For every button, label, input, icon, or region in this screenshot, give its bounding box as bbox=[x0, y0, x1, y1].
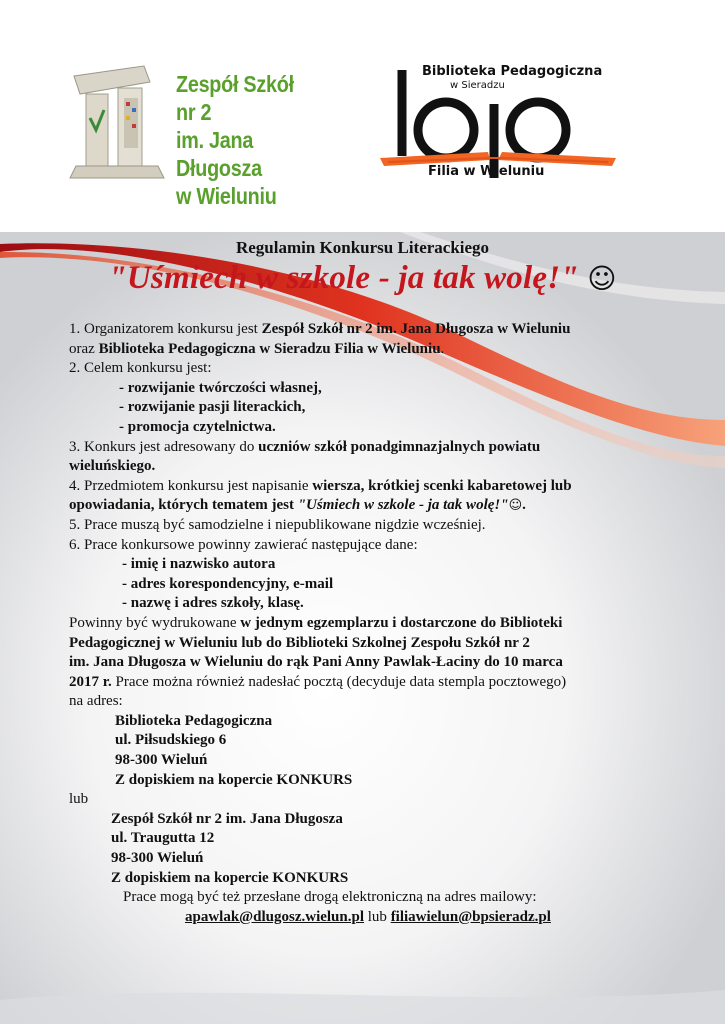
rule-4-cont: opowiadania, których tematem jest "Uśmiech w szkole - ja tak wolę!"☺. bbox=[69, 497, 526, 514]
contest-title: "Uśmiech w szkole - ja tak wolę!" ☺ bbox=[108, 260, 617, 296]
address-line: Biblioteka Pedagogiczna bbox=[115, 712, 273, 729]
email-intro: Prace mogą być też przesłane drogą elektroniczną na adres mailowy: bbox=[123, 889, 537, 906]
smiley-icon: ☺ bbox=[587, 262, 617, 295]
or-text: lub bbox=[69, 791, 89, 808]
delivery-text: 2017 r. Prace można również nadesłać pocztą (decyduje data stempla pocztowego) bbox=[69, 673, 567, 690]
library-name: Biblioteka Pedagogiczna bbox=[422, 64, 603, 79]
school-monument-icon bbox=[66, 62, 176, 187]
address-line: Z dopiskiem na kopercie KONKURS bbox=[115, 771, 353, 788]
delivery-text: Powinny być wydrukowane w jednym egzemplarzu i dostarczone do Biblioteki bbox=[69, 614, 563, 631]
address-line: Zespół Szkół nr 2 im. Jana Długosza bbox=[111, 810, 343, 827]
delivery-text: Pedagogicznej w Wieluniu lub do Biblioteki Szkolnej Zespołu Szkół nr 2 bbox=[69, 634, 530, 651]
regulation-title: Regulamin Konkursu Literackiego bbox=[235, 238, 490, 257]
address-line: ul. Traugutta 12 bbox=[111, 830, 215, 847]
address-line: ul. Piłsudskiego 6 bbox=[115, 732, 227, 749]
school-logo bbox=[66, 62, 316, 209]
list-item: - nazwę i adres szkoły, klasę. bbox=[122, 595, 304, 612]
rule-1-cont: oraz Biblioteka Pedagogiczna w Sieradzu Filia w Wieluniu. bbox=[69, 340, 445, 357]
rule-5: 5. Prace muszą być samodzielne i niepublikowane nigdzie wcześniej. bbox=[69, 516, 486, 533]
rule-6: 6. Prace konkursowe powinny zawierać następujące dane: bbox=[69, 536, 418, 553]
list-item: - adres korespondencyjny, e-mail bbox=[122, 575, 334, 592]
smiley-icon: ☺ bbox=[508, 498, 523, 514]
list-item: - promocja czytelnictwa. bbox=[119, 418, 276, 435]
rule-2: 2. Celem konkursu jest: bbox=[69, 360, 212, 377]
address-line: Z dopiskiem na kopercie KONKURS bbox=[111, 869, 349, 886]
email-line: apawlak@dlugosz.wielun.pl lub filiawielun@bpsieradz.pl bbox=[185, 908, 551, 925]
list-item: - imię i nazwisko autora bbox=[122, 556, 276, 573]
rule-4: 4. Przedmiotem konkursu jest napisanie wiersza, krótkiej scenki kabaretowej lub bbox=[69, 477, 572, 494]
delivery-text: na adres: bbox=[69, 693, 123, 710]
rules-body bbox=[69, 320, 669, 927]
delivery-text: im. Jana Długosza w Wieluniu do rąk Pani Anny Pawlak-Łaciny do 10 marca bbox=[69, 654, 563, 671]
rule-1: 1. Organizatorem konkursu jest Zespół Szkół nr 2 im. Jana Długosza w Wieluniu bbox=[69, 321, 571, 337]
rule-3-cont: wieluńskiego. bbox=[69, 458, 156, 475]
address-line: 98-300 Wieluń bbox=[111, 850, 204, 867]
school-name: Zespół Szkół nr 2 im. Jana Długosza w Wieluniu bbox=[176, 71, 294, 209]
email-link[interactable]: filiawielun@bpsieradz.pl bbox=[390, 908, 551, 925]
library-city: w Sieradzu bbox=[450, 80, 505, 91]
email-link[interactable]: apawlak@dlugosz.wielun.pl bbox=[185, 908, 365, 925]
rule-3: 3. Konkurs jest adresowany do uczniów szkół ponadgimnazjalnych powiatu bbox=[69, 438, 541, 455]
address-line: 98-300 Wieluń bbox=[115, 752, 208, 769]
library-branch: Filia w Wieluniu bbox=[428, 164, 545, 179]
list-item: - rozwijanie pasji literackich, bbox=[119, 399, 306, 416]
library-logo bbox=[378, 60, 618, 190]
list-item: - rozwijanie twórczości własnej, bbox=[119, 379, 322, 396]
